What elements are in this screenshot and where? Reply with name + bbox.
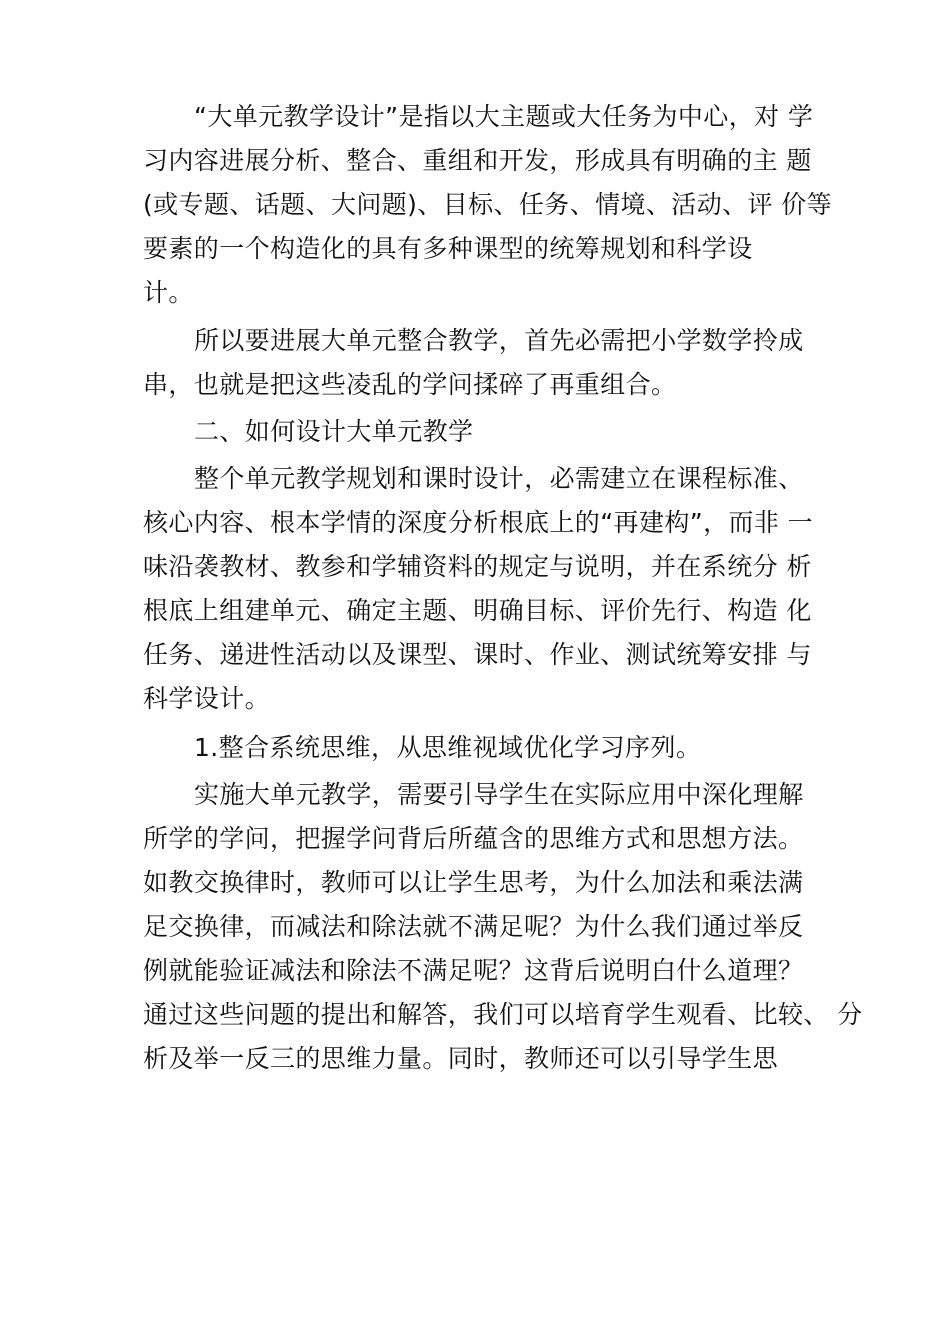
paragraph-line: 习内容进展分析、整合、重组和开发，形成具有明确的主 题 <box>143 146 812 175</box>
paragraph-line: 足交换律，而减法和除法就不满足呢？为什么我们通过举反 <box>143 912 804 941</box>
paragraph-line: 如教交换律时，教师可以让学生思考，为什么加法和乘法满 <box>143 868 804 897</box>
paragraph-line: 例就能验证减法和除法不满足呢？这背后说明白什么道理？ <box>143 956 804 985</box>
paragraph-line: 通过这些问题的提出和解答，我们可以培育学生观看、比较、 分 <box>143 1000 863 1029</box>
paragraph-line: 串，也就是把这些凌乱的学问揉碎了再重组合。 <box>143 370 677 399</box>
paragraph-line: “大单元教学设计”是指以大主题或大任务为中心，对 学 <box>194 102 814 131</box>
paragraph-line: 要素的一个构造化的具有多种课型的统筹规划和科学设 <box>143 234 753 263</box>
paragraph-line: 析及举一反三的思维力量。同时，教师还可以引导学生思 <box>143 1044 779 1073</box>
paragraph-line: 任务、递进性活动以及课型、课时、作业、测试统筹安排 与 <box>143 640 812 669</box>
paragraph-line: 计。 <box>143 278 194 307</box>
paragraph-line: 所学的学问，把握学问背后所蕴含的思维方式和思想方法。 <box>143 824 804 853</box>
paragraph-line: 核心内容、根本学情的深度分析根底上的“再建构”，而非 一 <box>143 508 814 537</box>
paragraph-line: 根底上组建单元、确定主题、明确目标、评价先行、构造 化 <box>143 596 812 625</box>
paragraph-line: 所以要进展大单元整合教学，首先必需把小学数学拎成 <box>194 326 804 355</box>
subsection-heading: 1.整合系统思维，从思维视域优化学习序列。 <box>194 733 702 762</box>
paragraph-line: 整个单元教学规划和课时设计，必需建立在课程标准、 <box>194 464 804 493</box>
section-heading: 二、如何设计大单元教学 <box>194 417 474 446</box>
paragraph-line: 科学设计。 <box>143 684 271 713</box>
paragraph-line: (或专题、话题、大问题)、目标、任务、情境、活动、评 价等 <box>143 190 833 219</box>
paragraph-line: 味沿袭教材、教参和学辅资料的规定与说明，并在系统分 析 <box>143 552 812 581</box>
paragraph-line: 实施大单元教学，需要引导学生在实际应用中深化理解 <box>194 780 804 809</box>
